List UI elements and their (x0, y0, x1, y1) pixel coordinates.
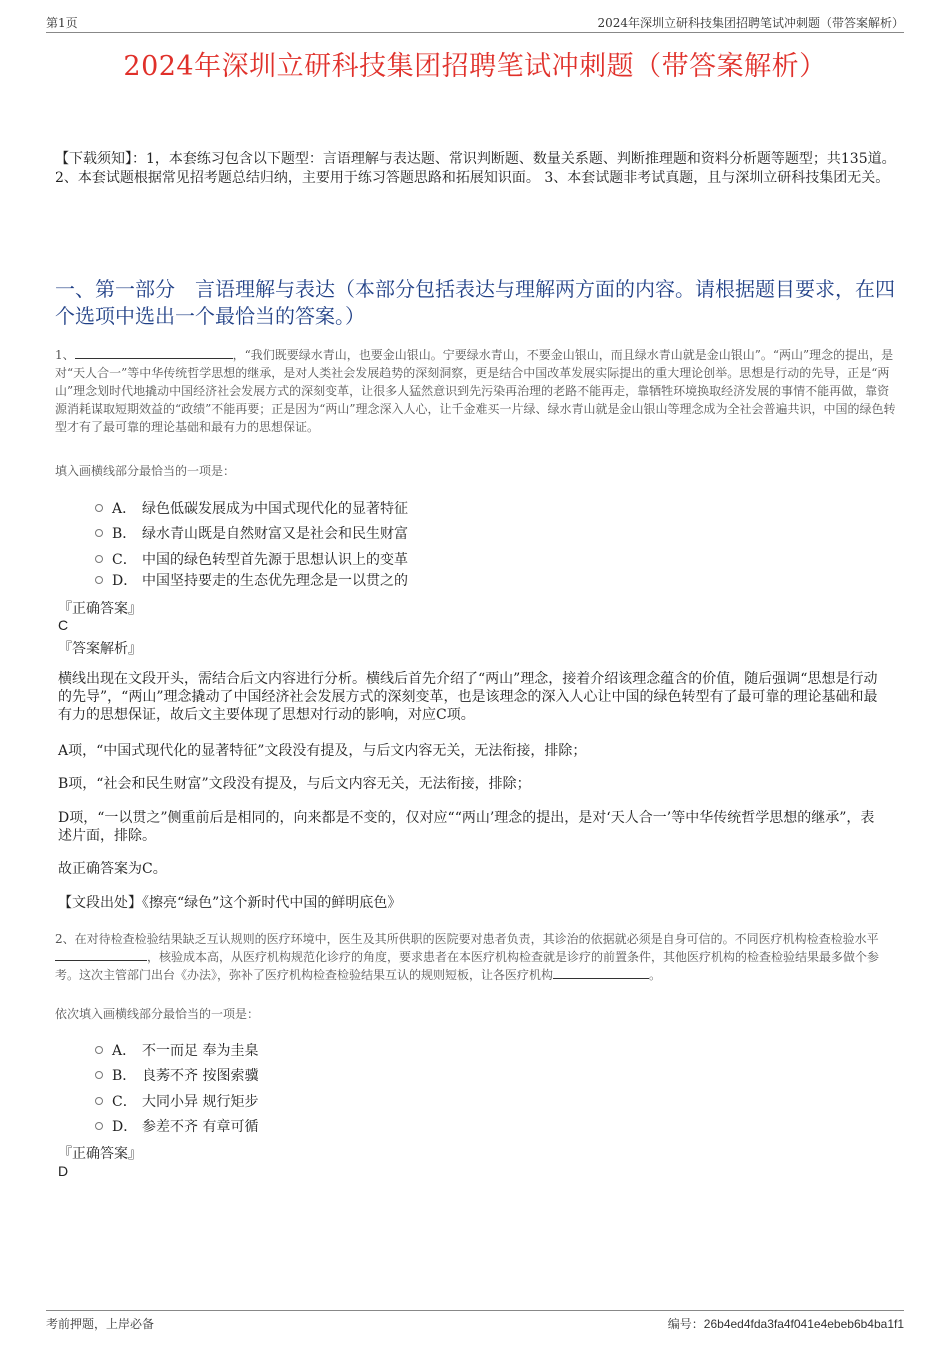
page-title: 2024年深圳立研科技集团招聘笔试冲刺题（带答案解析） (123, 51, 827, 82)
radio-icon[interactable] (95, 1122, 103, 1130)
question-2-answer-label: 『正确答案』 (58, 1146, 142, 1162)
question-1-number: 1、 (55, 348, 75, 362)
question-1-answer: C (58, 617, 69, 633)
question-1-source: 【文段出处】《擦亮“绿色”这个新时代中国的鲜明底色》 (58, 895, 402, 911)
question-2-blank-1 (55, 948, 147, 961)
header-doc-title: 2024年深圳立研科技集团招聘笔试冲刺题（带答案解析） (597, 16, 904, 30)
question-2-option-b[interactable]: B． 良莠不齐 按图索骥 (95, 1065, 258, 1085)
question-2-number: 2、 (55, 932, 75, 946)
radio-icon[interactable] (95, 504, 103, 512)
footer-code: 编号：26b4ed4fda3fa4f041e4ebeb6b4ba1f1 (667, 1317, 904, 1331)
section-heading: 一、第一部分 言语理解与表达（本部分包括表达与理解两方面的内容。请根据题目要求，在四个选项中选出一个最恰当的答案。） (55, 277, 895, 328)
radio-icon[interactable] (95, 1071, 103, 1079)
radio-icon[interactable] (95, 1097, 103, 1105)
question-2-blank-2 (553, 966, 649, 979)
question-1-option-b[interactable]: B． 绿水青山既是自然财富又是社会和民生财富 (95, 523, 408, 543)
question-2-stem: 2、在对待检查检验结果缺乏互认规则的医疗环境中，医生及其所供职的医院要对患者负责，其诊治的依据就必须是自身可信的。不同医疗机构检查检验水平，核验成本高，从医疗机构规范化诊疗的角度，要求患者在本医疗机构检查就是诊疗的前置条件，其他医疗机构的检查检验结果最多做个参考。这次主管部门出台《办法》，弥补了医疗机构检查检验结果互认的规则短板，让各医疗机构 。 (55, 932, 880, 982)
question-1-text: ，“我们既要绿水青山，也要金山银山。宁要绿水青山，不要金山银山，而且绿水青山就是金山银山”。“两山”理念的提出，是对“天人合一”等中华传统哲学思想的继承，是对人类社会发展趋势的深刻洞察，更是结合中国改革发展实际提出的重大理论创举。思想是行动的先导，正是“两山”理念划时代地撬动中国经济社会发展方式的深刻变革，让很多人猛然意识到先污染再治理的老路不能再走，靠牺牲环境换取经济发展的事情不能再做，靠资源消耗谋取短期效益的“政绩”不能再要；正是因为“两山”理念深入人心，让千金难买一片绿、绿水青山就是金山银山等理念成为全社会普遍共识，中国的绿色转型才有了最可靠的理论基础和最有力的思想保证。 (55, 348, 896, 434)
question-1-blank (75, 346, 233, 359)
question-1-option-a[interactable]: A． 绿色低碳发展成为中国式现代化的显著特征 (95, 498, 408, 518)
question-2-option-c[interactable]: C． 大同小异 规行矩步 (95, 1091, 258, 1111)
radio-icon[interactable] (95, 529, 103, 537)
question-1-option-c[interactable]: C． 中国的绿色转型首先源于思想认识上的变革 (95, 549, 408, 569)
question-2-prompt: 依次填入画横线部分最恰当的一项是： (55, 1007, 260, 1021)
question-1-option-d[interactable]: D． 中国坚持要走的生态优先理念是一以贯之的 (95, 570, 408, 590)
question-1-prompt: 填入画横线部分最恰当的一项是： (55, 464, 236, 478)
question-1-analysis-d: D项，“一以贯之”侧重前后是相同的，向来都是不变的，仅对应““两山’理念的提出，是对‘天人合一’等中华传统哲学思想的继承”，表述片面，排除。 (58, 810, 875, 844)
question-1-conclusion: 故正确答案为C。 (58, 861, 167, 877)
question-2-answer: D (58, 1163, 69, 1179)
question-1-analysis-a: A项，“中国式现代化的显著特征”文段没有提及，与后文内容无关，无法衔接，排除； (58, 743, 587, 759)
document-code: 26b4ed4fda3fa4f041e4ebeb6b4ba1f1 (703, 1317, 904, 1331)
radio-icon[interactable] (95, 555, 103, 563)
question-1-analysis-main: 横线出现在文段开头，需结合后文内容进行分析。横线后首先介绍了“两山”理念，接着介绍该理念蕴含的价值，随后强调“思想是行动的先导”，“两山”理念撬动了中国经济社会发展方式的深刻变革，也是该理念的深入人心让中国的绿色转型有了最可靠的理论基础和最有力的思想保证，故后文主要体现了思想对行动的影响，对应C项。 (58, 671, 878, 723)
question-1-analysis-b: B项，“社会和民生财富”文段没有提及，与后文内容无关，无法衔接，排除； (58, 776, 531, 792)
page-number: 第1页 (46, 16, 78, 30)
radio-icon[interactable] (95, 1046, 103, 1054)
question-2-option-d[interactable]: D． 参差不齐 有章可循 (95, 1116, 258, 1136)
question-1-answer-label: 『正确答案』 (58, 601, 142, 617)
header-divider (46, 32, 904, 33)
footer-slogan: 考前押题，上岸必备 (46, 1317, 155, 1331)
radio-icon[interactable] (95, 576, 103, 584)
question-1-analysis-label: 『答案解析』 (58, 641, 142, 657)
download-notice: 【下载须知】：1，本套练习包含以下题型：言语理解与表达题、常识判断题、数量关系题、判断推理题和资料分析题等题型；共135道。 2、本套试题根据常见招考题总结归纳，主要用于练习答题思路和拓展知识面。 3、本套试题非考试真题，且与深圳立研科技集团无关。 (55, 151, 896, 186)
footer-divider (46, 1310, 904, 1311)
question-2-option-a[interactable]: A． 不一而足 奉为圭臬 (95, 1040, 258, 1060)
question-1-stem (55, 346, 900, 436)
